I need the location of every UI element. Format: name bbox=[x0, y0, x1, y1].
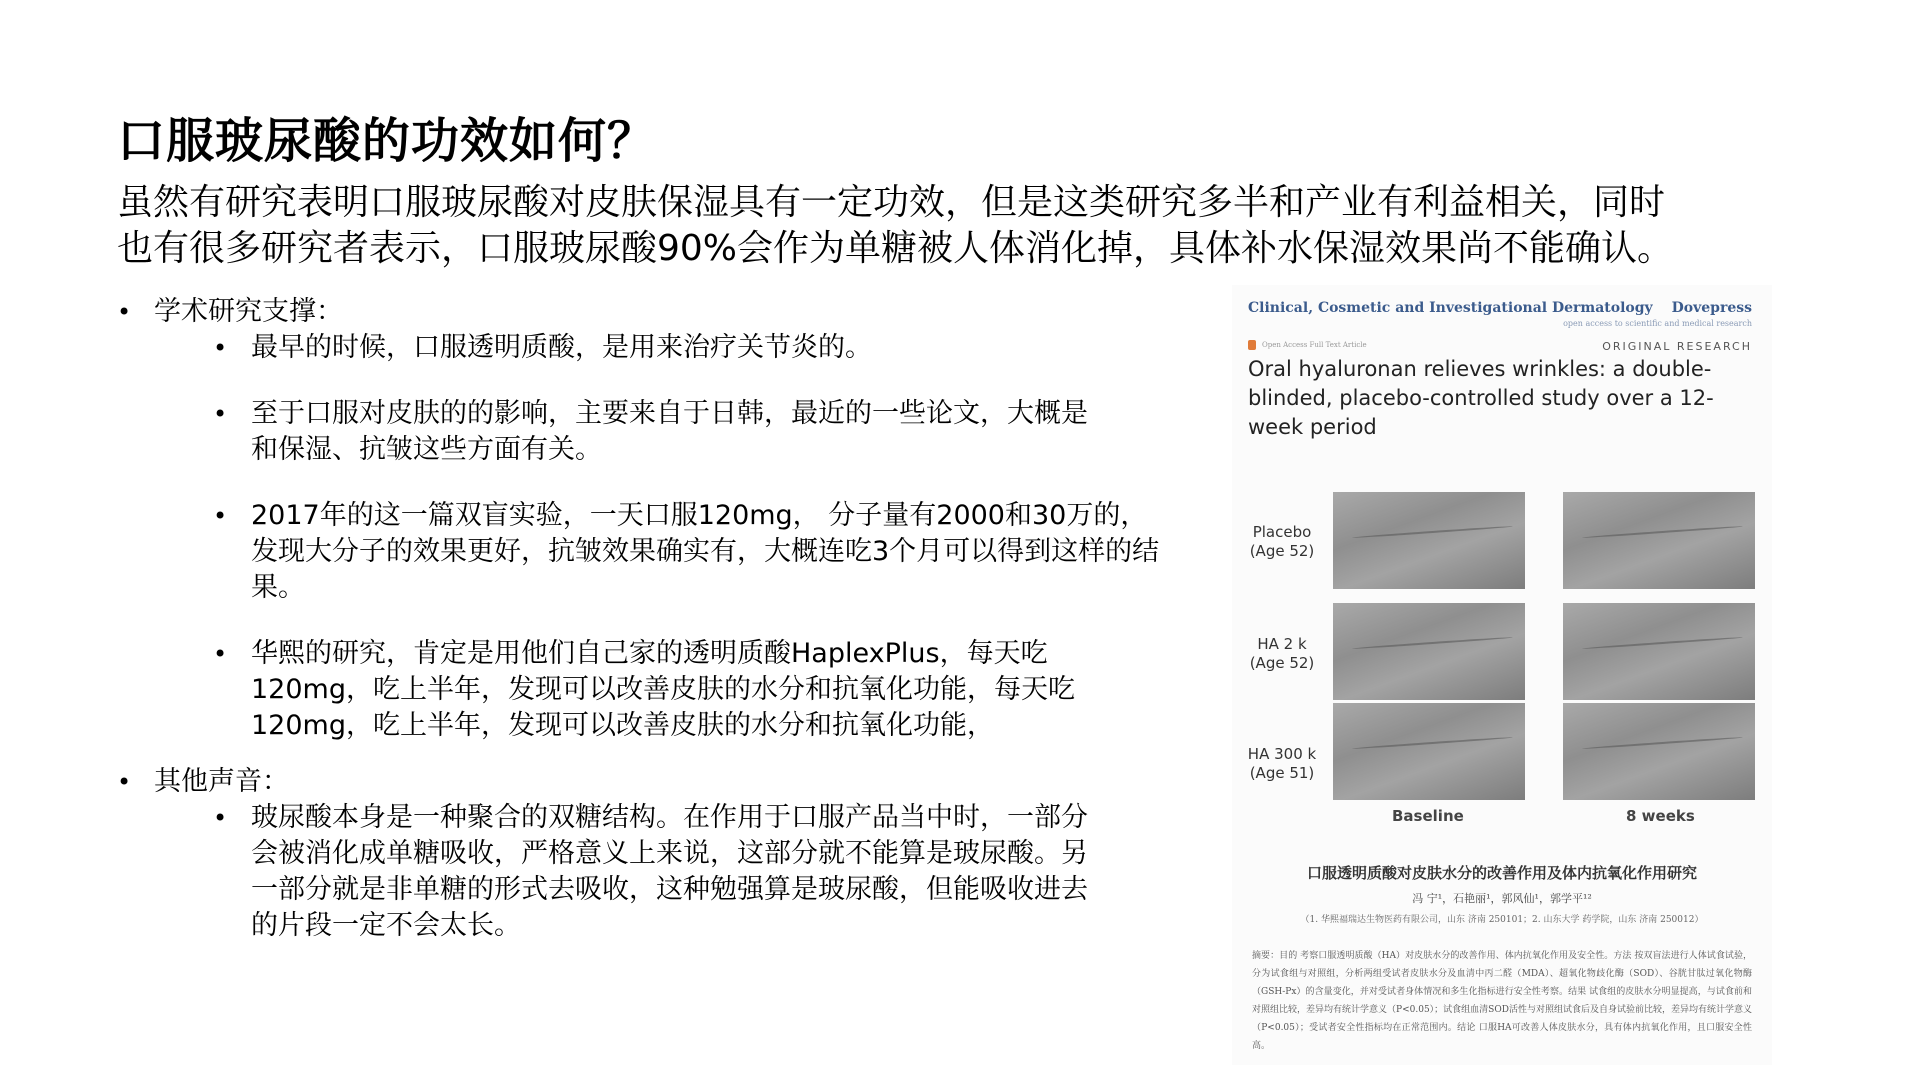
slide-title: 口服玻尿酸的功效如何？ bbox=[117, 113, 657, 169]
article-type: ORIGINAL RESEARCH bbox=[1602, 340, 1752, 353]
list-item: • 华熙的研究，肯定是用他们自己家的透明质酸HaplexPlus，每天吃120mg，吃上半年，发现可以改善皮肤的水分和抗氧化功能，每天吃120mg，吃上半年，发现可以改善皮肤的水分和抗氧化功能， bbox=[117, 636, 1101, 744]
skin-photo bbox=[1333, 492, 1525, 589]
list-item: • 至于口服对皮肤的的影响，主要来自于日韩，最近的一些论文，大概是和保湿、抗皱这些方面有关。 bbox=[117, 396, 1101, 468]
list-item: • 最早的时候，口服透明质酸，是用来治疗关节炎的。 bbox=[117, 330, 1177, 366]
list-item: • 2017年的这一篇双盲实验，一天口服120mg， 分子量有2000和30万的，发现大分子的效果更好，抗皱效果确实有，大概连吃3个月可以得到这样的结果。 bbox=[117, 498, 1161, 606]
column-label-baseline: Baseline bbox=[1392, 807, 1464, 825]
other-items bbox=[117, 800, 1177, 944]
chinese-paper-affiliation: （1. 华熙福瑞达生物医药有限公司，山东 济南 250101；2. 山东大学 药学院，山东 济南 250012） bbox=[1300, 915, 1704, 925]
subtitle-line-2: 也有很多研究者表示，口服玻尿酸90%会作为单糖被人体消化掉，具体补水保湿效果尚不能确认。 bbox=[117, 228, 1674, 269]
bullet-list bbox=[117, 294, 1177, 944]
skin-photo bbox=[1563, 603, 1755, 700]
open-access-icon bbox=[1248, 340, 1256, 350]
skin-photo bbox=[1563, 492, 1755, 589]
chinese-paper-abstract: 摘要：目的 考察口服透明质酸（HA）对皮肤水分的改善作用、体内抗氧化作用及安全性。方法 按双盲法进行人体试食试验，分为试食组与对照组，分析两组受试者皮肤水分及血清中丙二醛（MDA）、超氧化物歧化酶（SOD）、谷胱甘肽过氧化物酶（GSH-Px）的含量变化，并对受试者身体情况和多生化指标进行安全性考察。结果 试食组的皮肤水分明显提高，与试食前和对照组比较，差异均有统计学意义（P<0.05）；试食组血清SOD活性与对照组试食后及自身试验前比较，差异均有统计学意义（P<0.05）；受试者安全性指标均在正常范围内。结论 口服HA可改善人体皮肤水分，具有体内抗氧化作用，且口服安全性高。 bbox=[1252, 951, 1752, 1051]
chinese-paper-title: 口服透明质酸对皮肤水分的改善作用及体内抗氧化作用研究 bbox=[1306, 864, 1697, 882]
subtitle-line-1: 虽然有研究表明口服玻尿酸对皮肤保湿具有一定功效，但是这类研究多半和产业有利益相关，同时 bbox=[117, 182, 1666, 223]
publisher-logo: Dovepress bbox=[1671, 300, 1752, 316]
skin-photo bbox=[1333, 703, 1525, 800]
column-label-8weeks: 8 weeks bbox=[1626, 807, 1695, 825]
slide-subtitle bbox=[117, 180, 1777, 272]
skin-photo bbox=[1333, 603, 1525, 700]
row-label-ha2k: HA 2 k (Age 52) bbox=[1249, 635, 1315, 672]
row-label-ha300k: HA 300 k (Age 51) bbox=[1247, 745, 1317, 782]
access-note: Open Access Full Text Article bbox=[1262, 341, 1367, 349]
publisher-tagline: open access to scientific and medical research bbox=[1563, 319, 1752, 328]
chinese-paper-authors: 冯 宁¹，石艳丽¹，郭风仙¹，郭学平¹² bbox=[1412, 892, 1592, 905]
section-academic bbox=[117, 294, 1177, 330]
section-label: 其他声音： bbox=[154, 766, 289, 797]
list-item: • 玻尿酸本身是一种聚合的双糖结构。在作用于口服产品当中时，一部分会被消化成单糖吸收，严格意义上来说，这部分就不能算是玻尿酸。另一部分就是非单糖的形式去吸收，这种勉强算是玻尿酸，但能吸收进去的片段一定不会太长。 bbox=[117, 800, 1101, 944]
skin-photo bbox=[1563, 703, 1755, 800]
academic-items bbox=[117, 330, 1177, 744]
paper-title: Oral hyaluronan relieves wrinkles: a double-blinded, placebo-controlled study over a 12-week period bbox=[1248, 357, 1714, 439]
row-label-placebo: Placebo (Age 52) bbox=[1249, 523, 1315, 560]
paper-screenshot bbox=[1232, 285, 1772, 1065]
section-label: 学术研究支撑： bbox=[154, 296, 343, 327]
section-other-voices bbox=[117, 764, 1177, 800]
journal-name: Clinical, Cosmetic and Investigational Dermatology bbox=[1248, 300, 1653, 316]
